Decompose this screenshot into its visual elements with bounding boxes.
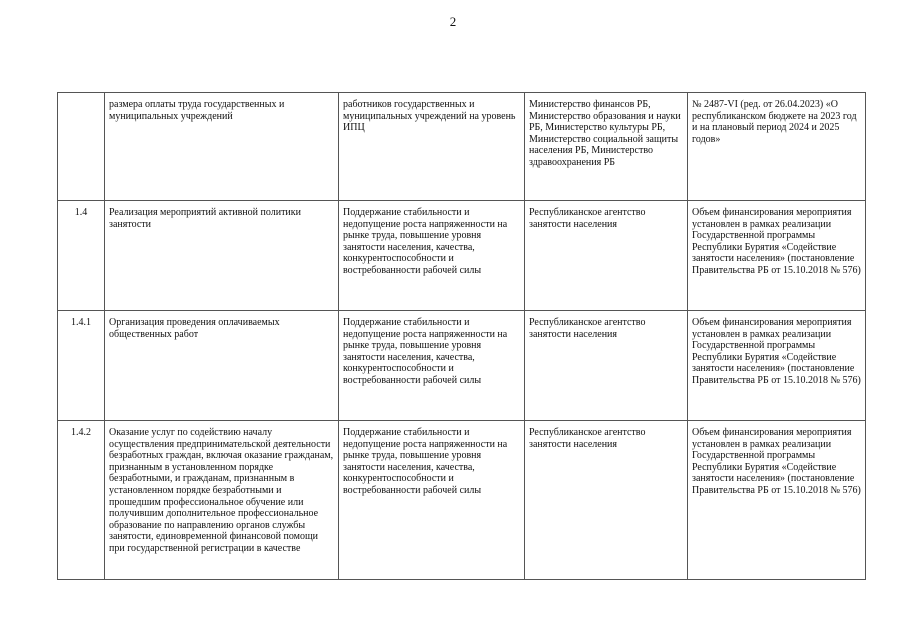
measure-name: Реализация мероприятий активной политики занятости bbox=[105, 201, 339, 311]
measures-table bbox=[57, 92, 866, 580]
measure-executor: Республиканское агентство занятости населения bbox=[525, 421, 688, 580]
table-row bbox=[58, 311, 866, 421]
measure-financing: Объем финансирования мероприятия установлен в рамках реализации Государственной программы Республики Бурятия «Содействие занятости населения» (постановление Правительства РБ от 15.10.2018 № 576) bbox=[688, 201, 866, 311]
measure-financing: Объем финансирования мероприятия установлен в рамках реализации Государственной программы Республики Бурятия «Содействие занятости населения» (постановление Правительства РБ от 15.10.2018 № 576) bbox=[688, 421, 866, 580]
measure-goal: Поддержание стабильности и недопущение роста напряженности на рынке труда, повышение уровня занятости населения, качества, конкурентоспособности и востребованности рабочей силы bbox=[339, 311, 525, 421]
page-number: 2 bbox=[449, 14, 457, 29]
row-number: 1.4.2 bbox=[58, 421, 105, 580]
table-row bbox=[58, 421, 866, 580]
measure-name: размера оплаты труда государственных и муниципальных учреждений bbox=[105, 93, 339, 201]
measure-financing: Объем финансирования мероприятия установлен в рамках реализации Государственной программы Республики Бурятия «Содействие занятости населения» (постановление Правительства РБ от 15.10.2018 № 576) bbox=[688, 311, 866, 421]
measure-executor: Министерство финансов РБ, Министерство образования и науки РБ, Министерство культуры РБ, Министерство социальной защиты населения РБ, Министерство здравоохранения РБ bbox=[525, 93, 688, 201]
measure-goal: работников государственных и муниципальных учреждений на уровень ИПЦ bbox=[339, 93, 525, 201]
measure-executor: Республиканское агентство занятости населения bbox=[525, 311, 688, 421]
measure-financing: № 2487-VI (ред. от 26.04.2023) «О республиканском бюджете на 2023 год и на плановый период 2024 и 2025 годов» bbox=[688, 93, 866, 201]
row-number: 1.4.1 bbox=[58, 311, 105, 421]
measure-name: Оказание услуг по содействию началу осуществления предпринимательской деятельности безработных граждан, включая оказание гражданам, признанным в установленном порядке безработными, и гражданам, признанным в установленном порядке безработными и прошедшим профессиональное обучение или получившим дополнительное профессиональное образование по направлению органов службы занятости, единовременной финансовой помощи при государственной регистрации в качестве bbox=[105, 421, 339, 580]
measure-name: Организация проведения оплачиваемых общественных работ bbox=[105, 311, 339, 421]
row-number bbox=[58, 93, 105, 201]
measure-goal: Поддержание стабильности и недопущение роста напряженности на рынке труда, повышение уровня занятости населения, качества, конкурентоспособности и востребованности рабочей силы bbox=[339, 421, 525, 580]
table-row bbox=[58, 93, 866, 201]
measure-goal: Поддержание стабильности и недопущение роста напряженности на рынке труда, повышение уровня занятости населения, качества, конкурентоспособности и востребованности рабочей силы bbox=[339, 201, 525, 311]
measure-executor: Республиканское агентство занятости населения bbox=[525, 201, 688, 311]
table-row bbox=[58, 201, 866, 311]
row-number: 1.4 bbox=[58, 201, 105, 311]
